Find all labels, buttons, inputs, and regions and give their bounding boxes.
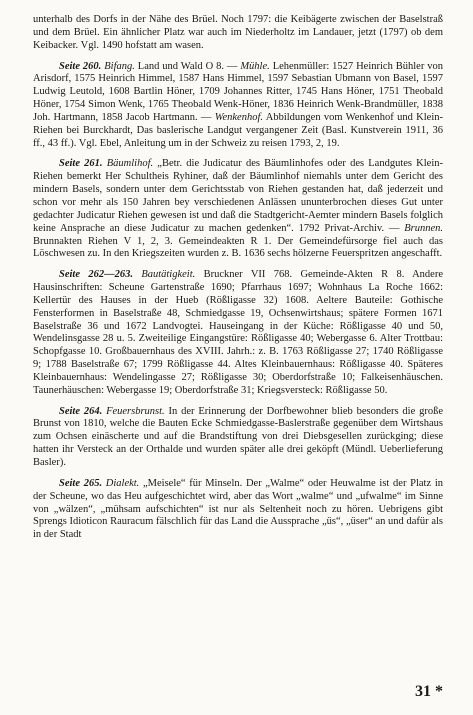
- keyword-term: Dialekt.: [105, 477, 140, 489]
- keyword-term: Bifang.: [104, 60, 135, 72]
- text-run: Abbildungen vom Wenkenhof und Klein-Riehen bei Burckhardt, Das baslerische Landgut vergangener Zeit (Basl. Kunstverein 1911, 36 ff., 43 ff.). Vgl. Ebel, Anleitung um in der Schweiz zu reisen 1793, 2, 19.: [33, 111, 444, 149]
- note-body: [33, 269, 443, 396]
- paragraph-continuation: [33, 14, 443, 53]
- keyword-term: Mühle.: [240, 60, 270, 72]
- note-heading: Seite 265.: [59, 477, 103, 489]
- keyword-term: Bäumlihof.: [106, 158, 154, 170]
- note-seite-261: [33, 158, 443, 261]
- note-seite-260: [33, 61, 443, 151]
- text-run: Bruckner VII 768. Gemeinde-Akten R 8. Andere Hausinschriften: Scheune Gartenstraße 1690; Pfarrhaus 1697; Wohnhaus La Roche 1662: Kellertür des Hauses in der Hueb (Rößligasse 32) 1608. Aeltere Bauteile: Gothische Fensterformen in Baselstraße 48, Schmiedgasse 19, Ochsenwirtshaus; spätere Formen 1671 Baselstraße 36 und 1672 Landvogtei. Hauseingang in der Küche: Rößligasse 40 und 50, Wendelinsgasse 28 u. 5. Zweiteilige Eingangstüre: Rößligasse 40; Webergasse 6. Alter Trottbau: Schopfgasse 10. Großbauernhaus des XVIII. Jahrh.: z. B. 1763 Rößligasse 27; 1740 Rößligasse 9; 1788 Baselstraße 67; 1799 Rößligasse 44. Altes Kleinbauernhaus: Rößligasse 40. Späteres Kleinbauernhaus: Wendelingasse 27; Rößligasse 30; Oberdorfstraße 10; Falkeisenhäuschen. Taunerhäuschen: Webergasse 19; Oberdorfstraße 31; Kriegsversteck: Rößligasse 50.: [33, 269, 443, 396]
- note-heading: Seite 261.: [59, 158, 103, 170]
- note-seite-265: [33, 478, 443, 542]
- note-seite-264: [33, 406, 443, 470]
- note-heading: Seite 260.: [59, 60, 102, 72]
- note-seite-262-263: [33, 269, 443, 397]
- note-heading: Seite 264.: [59, 405, 103, 417]
- keyword-term: Wenkenhof.: [214, 111, 264, 123]
- text-run: Land und Wald O 8. —: [134, 60, 241, 72]
- keyword-term: Feuersbrunst.: [106, 405, 165, 417]
- text-run: „Betr. die Judicatur des Bäumlinhofes oder des Landgutes Klein-Riehen bemerkt Her Schultheis Ryhiner, daß der Bäumlinhof niemahls unter dem Gericht des mindern Basels, sondern unter dem Gerichtsstab von Riehen gestanden hat, daß jederzeit und schon vor mehr als 150 Jahren bey verschiedenen Anlässen ununterbrochen dieses Gut unter gedachter Judicatur Riehen gewesen ist und daß die Stadtgericht-Aemter mindern Basels folglich keine Ansprache an diese Judicatur zu machen gedenken“. 1792 Privat-Archiv. —: [33, 158, 443, 234]
- text-run: In der Erinnerung der Dorfbewohner blieb besonders die große Brunst von 1810, welche die Bauten Ecke Schmiedgasse-Baslerstraße gegenüber dem Wirtshaus zum Ochsen einäscherte und auf die Brandstiftung von drei Diebsgesellen zurückging; diese hatten ihr Versteck an der Orthalde und wurden später alle drei geköpft (Mündl. Ueberlieferung Basler).: [33, 405, 443, 468]
- page-number: 31 *: [415, 683, 443, 700]
- text-run: „Meisele“ für Minseln. Der „Walme“ oder Heuwalme ist der Platz in der Scheune, wo das Heu aufgeschichtet wird, aber das Wort „walme“ und „ufwalme“ im Sinne von „wälzen“, „mühsam aufschichten“ ist nur als Seltenheit noch zu hören. Uebrigens gibt Sprengs Idioticon Rauracum fälschlich für das Land die Aussprache „üs“, „üser“ an und dafür als in der Stadt: [33, 477, 444, 541]
- keyword-term: Brunnen.: [404, 222, 443, 234]
- text-run: Brunnakten Riehen V 1, 2, 3. Gemeindeakten R 1. Der Gemeindefürsorge fiel auch das Löschwesen zu. In den Kriegszeiten wurden z. B. 1636 sechs hölzerne Feuerspritzen angeschafft.: [33, 235, 443, 260]
- note-body: [33, 158, 443, 259]
- paragraph-body: unterhalb des Dorfs in der Nähe des Brüel. Noch 1797: die Keibägerte zwischen der Baselstraß und dem Brüel. Ein ähnlicher Platz war auch im Niederholtz im Landauer, jetzt (1797) ob dem Keibacker. Vgl. 1490 hofstatt am wasen.: [33, 14, 443, 51]
- text-run: Lehenmüller: 1527 Heinrich Bühler von Arisdorf, 1575 Heinrich Himmel, 1587 Hans Himmel, 1597 Sebastian Ubmann von Basel, 1597 Ludwig Leutold, 1608 Bartlin Höner, 1709 Johannes Ritter, 1745 Hans Höner, 1751 Theobald Höner, 1754 Simon Wenk, 1765 Theobald Wenk-Höner, 1836 Heinrich Wenk-Brandmüller, 1838 Joh. Hartmann, 1858 Jacob Hartmann. —: [33, 60, 444, 123]
- note-body: [33, 61, 443, 149]
- keyword-term: Bautätigkeit.: [141, 269, 196, 281]
- note-heading: Seite 262—263.: [59, 269, 133, 281]
